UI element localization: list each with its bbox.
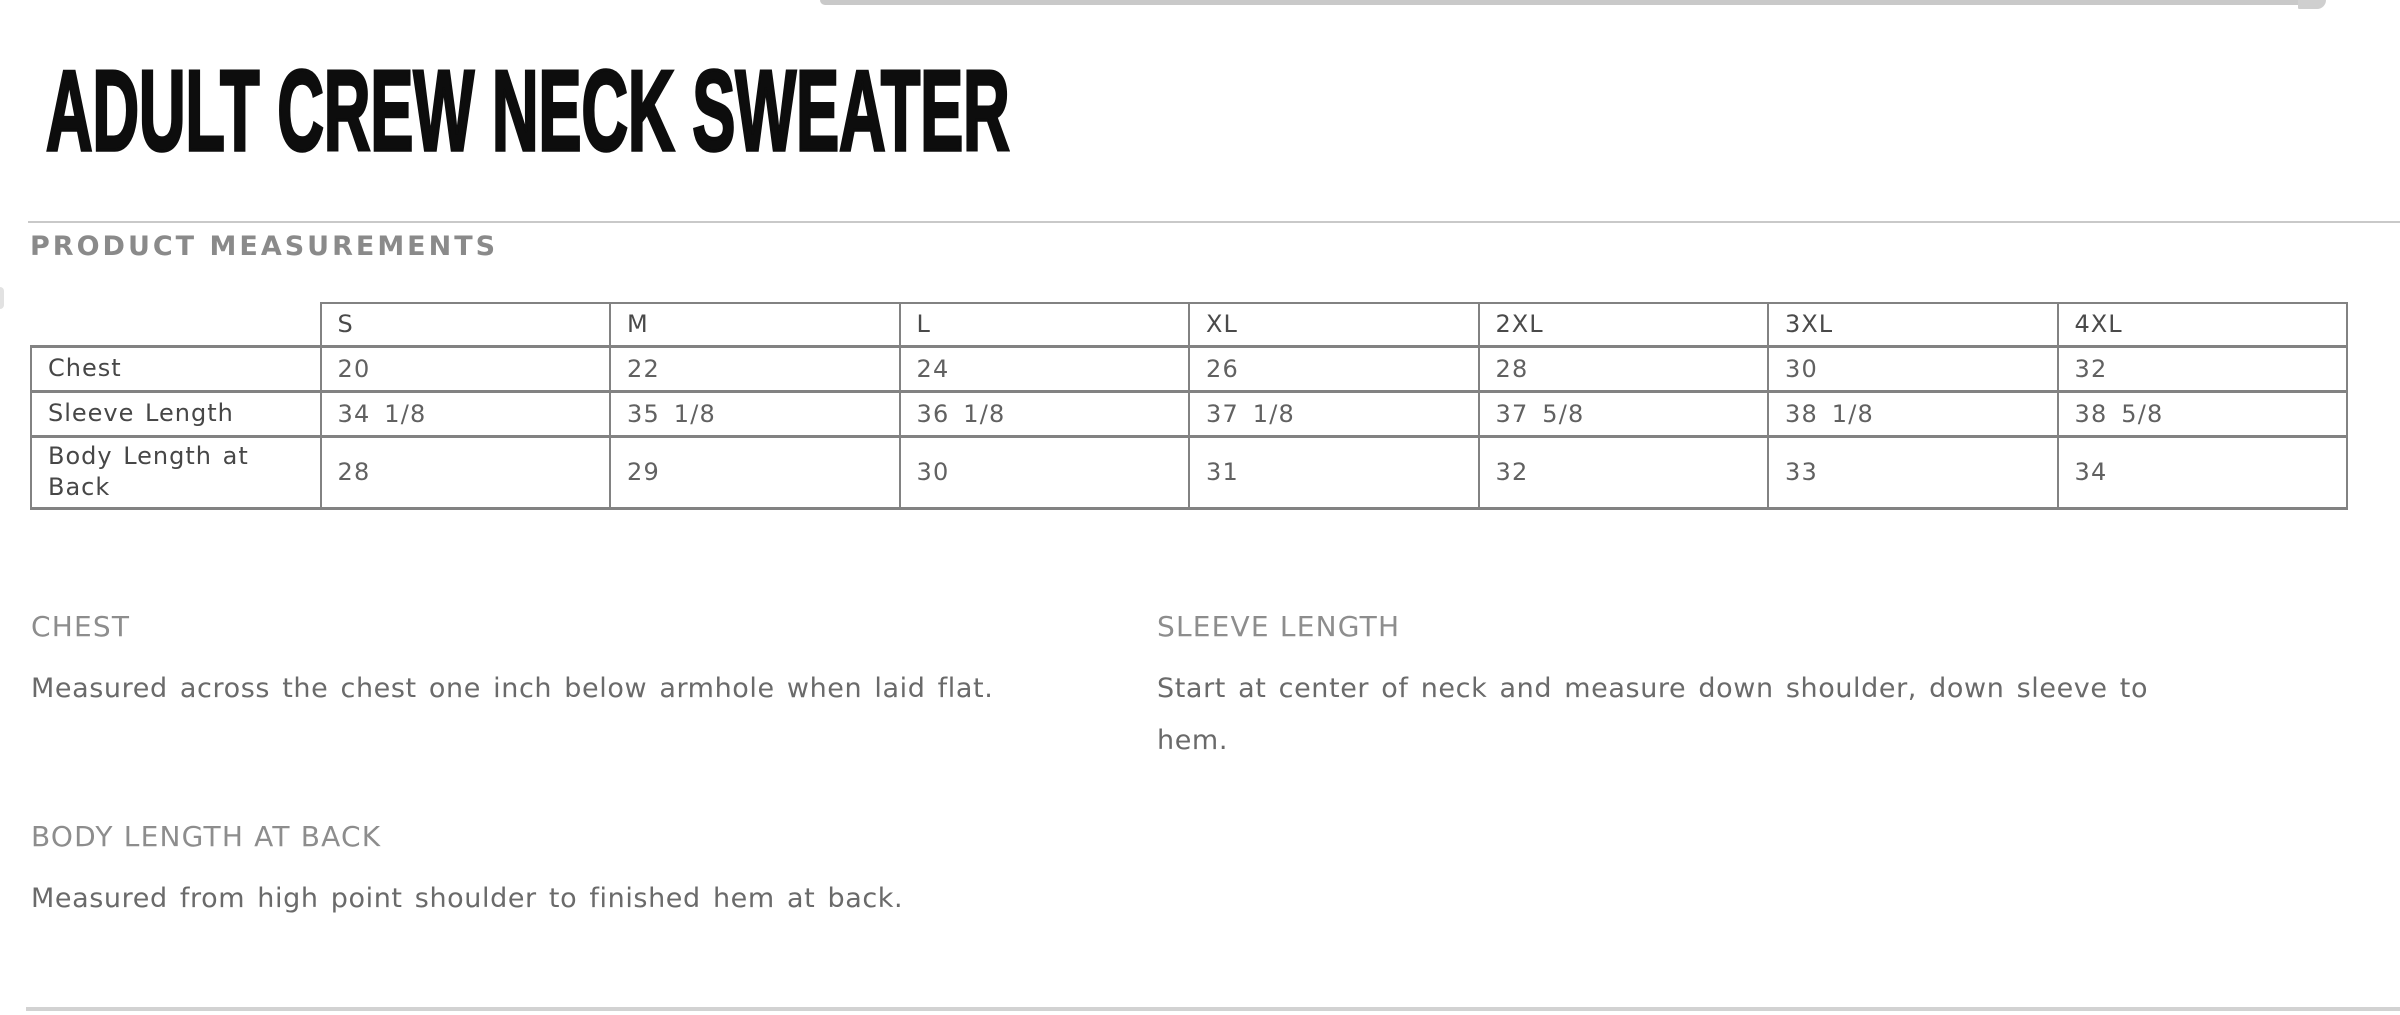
left-edge-artifact (0, 287, 4, 309)
measurement-cell: 37 5/8 (1479, 391, 1769, 436)
measurement-cell: 22 (610, 346, 900, 391)
definition-text: Start at center of neck and measure down shoulder, down sleeve to hem. (1157, 673, 2149, 756)
bottom-divider (26, 1007, 2400, 1011)
measurement-cell: 33 (1768, 436, 2058, 508)
measurement-cell: 32 (1479, 436, 1769, 508)
page-title: ADULT CREW NECK SWEATER (46, 48, 1010, 175)
row-label: Sleeve Length (31, 391, 321, 436)
table-corner-cell (31, 303, 321, 346)
definition-heading: SLEEVE LENGTH (1157, 610, 1401, 643)
definition-heading: BODY LENGTH AT BACK (31, 820, 382, 853)
size-header-row (31, 303, 2347, 346)
size-column-header: S (321, 303, 611, 346)
title-divider (28, 221, 2400, 223)
size-column-header: 2XL (1479, 303, 1769, 346)
size-column-header: 4XL (2058, 303, 2348, 346)
measurement-cell: 28 (321, 436, 611, 508)
row-label: Chest (31, 346, 321, 391)
measurement-cell: 34 1/8 (321, 391, 611, 436)
measurement-cell: 30 (900, 436, 1190, 508)
measurement-cell: 36 1/8 (900, 391, 1190, 436)
definition-body-length-at-back (31, 820, 1531, 925)
size-column-header: XL (1189, 303, 1479, 346)
definition-heading: CHEST (31, 610, 131, 643)
product-measurements-heading: PRODUCT MEASUREMENTS (30, 231, 499, 262)
definition-text: Measured from high point shoulder to finished hem at back. (31, 883, 904, 914)
measurement-cell: 31 (1189, 436, 1479, 508)
size-column-header: M (610, 303, 900, 346)
cutoff-tab-notch (2368, 0, 2400, 9)
table-row-sleeve-length (31, 391, 2347, 436)
measurement-cell: 34 (2058, 436, 2348, 508)
table-row-chest (31, 346, 2347, 391)
measurement-cell: 32 (2058, 346, 2348, 391)
cutoff-tab-bottom-edge (820, 0, 2320, 5)
definition-text: Measured across the chest one inch below armhole when laid flat. (31, 673, 994, 704)
definition-chest (31, 610, 1141, 715)
definition-sleeve-length (1157, 610, 2202, 767)
table-row-body-length-at-back (31, 436, 2347, 508)
measurement-cell: 37 1/8 (1189, 391, 1479, 436)
row-label: Body Length at Back (31, 436, 321, 508)
measurement-cell: 30 (1768, 346, 2058, 391)
measurement-cell: 24 (900, 346, 1190, 391)
measurement-cell: 35 1/8 (610, 391, 900, 436)
measurements-table (30, 302, 2348, 510)
measurement-cell: 26 (1189, 346, 1479, 391)
size-column-header: 3XL (1768, 303, 2058, 346)
measurement-cell: 38 1/8 (1768, 391, 2058, 436)
measurement-cell: 28 (1479, 346, 1769, 391)
size-column-header: L (900, 303, 1190, 346)
measurement-cell: 38 5/8 (2058, 391, 2348, 436)
measurement-cell: 20 (321, 346, 611, 391)
measurement-cell: 29 (610, 436, 900, 508)
cutoff-tab-curl (2298, 0, 2326, 9)
